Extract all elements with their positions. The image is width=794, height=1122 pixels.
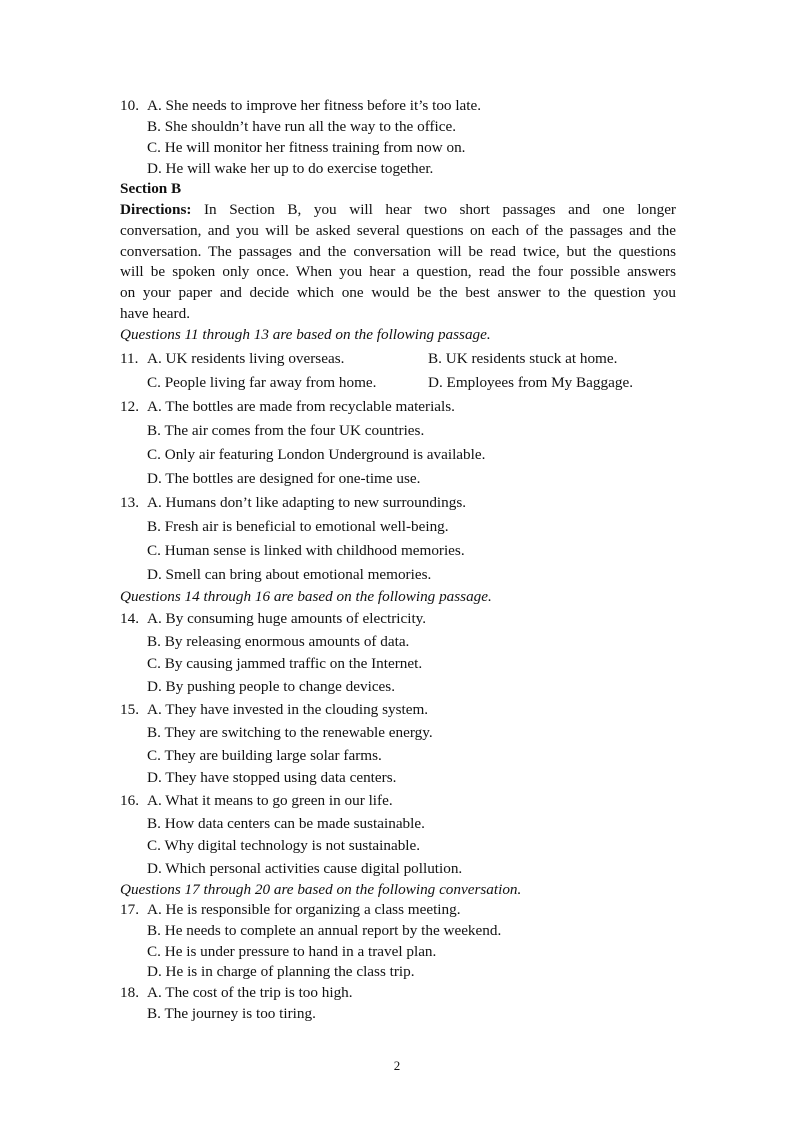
passage-intro: Questions 14 through 16 are based on the following passage.	[120, 588, 492, 605]
option: B. He needs to complete an annual report by the weekend.	[147, 922, 502, 939]
option: C. By causing jammed traffic on the Internet.	[147, 655, 423, 672]
option: A. Humans don’t like adapting to new surroundings.	[147, 494, 467, 511]
option: A. The cost of the trip is too high.	[147, 984, 353, 1001]
option: D. The bottles are designed for one-time use.	[147, 470, 421, 487]
option: A. By consuming huge amounts of electricity.	[147, 610, 427, 627]
question-number: 17.	[120, 901, 139, 918]
question-number: 14.	[120, 610, 139, 627]
option: A. She needs to improve her fitness before it’s too late.	[147, 97, 482, 114]
directions-line: on your paper and decide which one would be the best answer to the question you	[120, 284, 676, 301]
option: D. Which personal activities cause digital pollution.	[147, 860, 463, 877]
directions-line: conversation, and you will be asked several questions on each of the passages and the	[120, 222, 676, 239]
option: C. Human sense is linked with childhood memories.	[147, 542, 465, 559]
option: D. He will wake her up to do exercise together.	[147, 160, 434, 177]
option: A. What it means to go green in our life.	[147, 792, 393, 809]
page-number: 2	[393, 1058, 401, 1073]
option: C. People living far away from home.	[147, 374, 377, 391]
question-number: 10.	[120, 97, 139, 114]
option: B. By releasing enormous amounts of data.	[147, 633, 410, 650]
option: D. He is in charge of planning the class trip.	[147, 963, 415, 980]
section-title: Section B	[120, 180, 182, 197]
option: C. Why digital technology is not sustainable.	[147, 837, 421, 854]
option: D. Smell can bring about emotional memories.	[147, 566, 432, 583]
passage-intro: Questions 11 through 13 are based on the following passage.	[120, 326, 491, 343]
option: B. Fresh air is beneficial to emotional well-being.	[147, 518, 449, 535]
question-number: 11.	[120, 350, 139, 367]
question-number: 12.	[120, 398, 139, 415]
directions-line: conversation. The passages and the conversation will be read twice, but the questions	[120, 243, 676, 260]
option: B. They are switching to the renewable energy.	[147, 724, 433, 741]
directions-line: have heard.	[120, 305, 190, 322]
option: D. By pushing people to change devices.	[147, 678, 396, 695]
directions-line: will be spoken only once. When you hear a question, read the four possible answers	[120, 263, 676, 280]
question-number: 15.	[120, 701, 139, 718]
option: B. How data centers can be made sustainable.	[147, 815, 425, 832]
option: A. They have invested in the clouding system.	[147, 701, 429, 718]
passage-intro: Questions 17 through 20 are based on the following conversation.	[120, 881, 522, 898]
option: A. He is responsible for organizing a class meeting.	[147, 901, 461, 918]
option: C. He is under pressure to hand in a travel plan.	[147, 943, 437, 960]
question-number: 18.	[120, 984, 139, 1001]
option: C. He will monitor her fitness training from now on.	[147, 139, 466, 156]
directions-label: Directions:	[120, 201, 192, 218]
option: B. The journey is too tiring.	[147, 1005, 316, 1022]
option: A. The bottles are made from recyclable materials.	[147, 398, 455, 415]
directions-line: Directions: In Section B, you will hear two short passages and one longer	[120, 201, 676, 218]
question-number: 13.	[120, 494, 139, 511]
option: A. UK residents living overseas.	[147, 350, 345, 367]
question-number: 16.	[120, 792, 139, 809]
option: B. She shouldn’t have run all the way to the office.	[147, 118, 457, 135]
option: C. They are building large solar farms.	[147, 747, 382, 764]
option: C. Only air featuring London Underground is available.	[147, 446, 486, 463]
option: D. They have stopped using data centers.	[147, 769, 397, 786]
option: B. UK residents stuck at home.	[428, 350, 618, 367]
option: D. Employees from My Baggage.	[428, 374, 633, 391]
option: B. The air comes from the four UK countries.	[147, 422, 425, 439]
